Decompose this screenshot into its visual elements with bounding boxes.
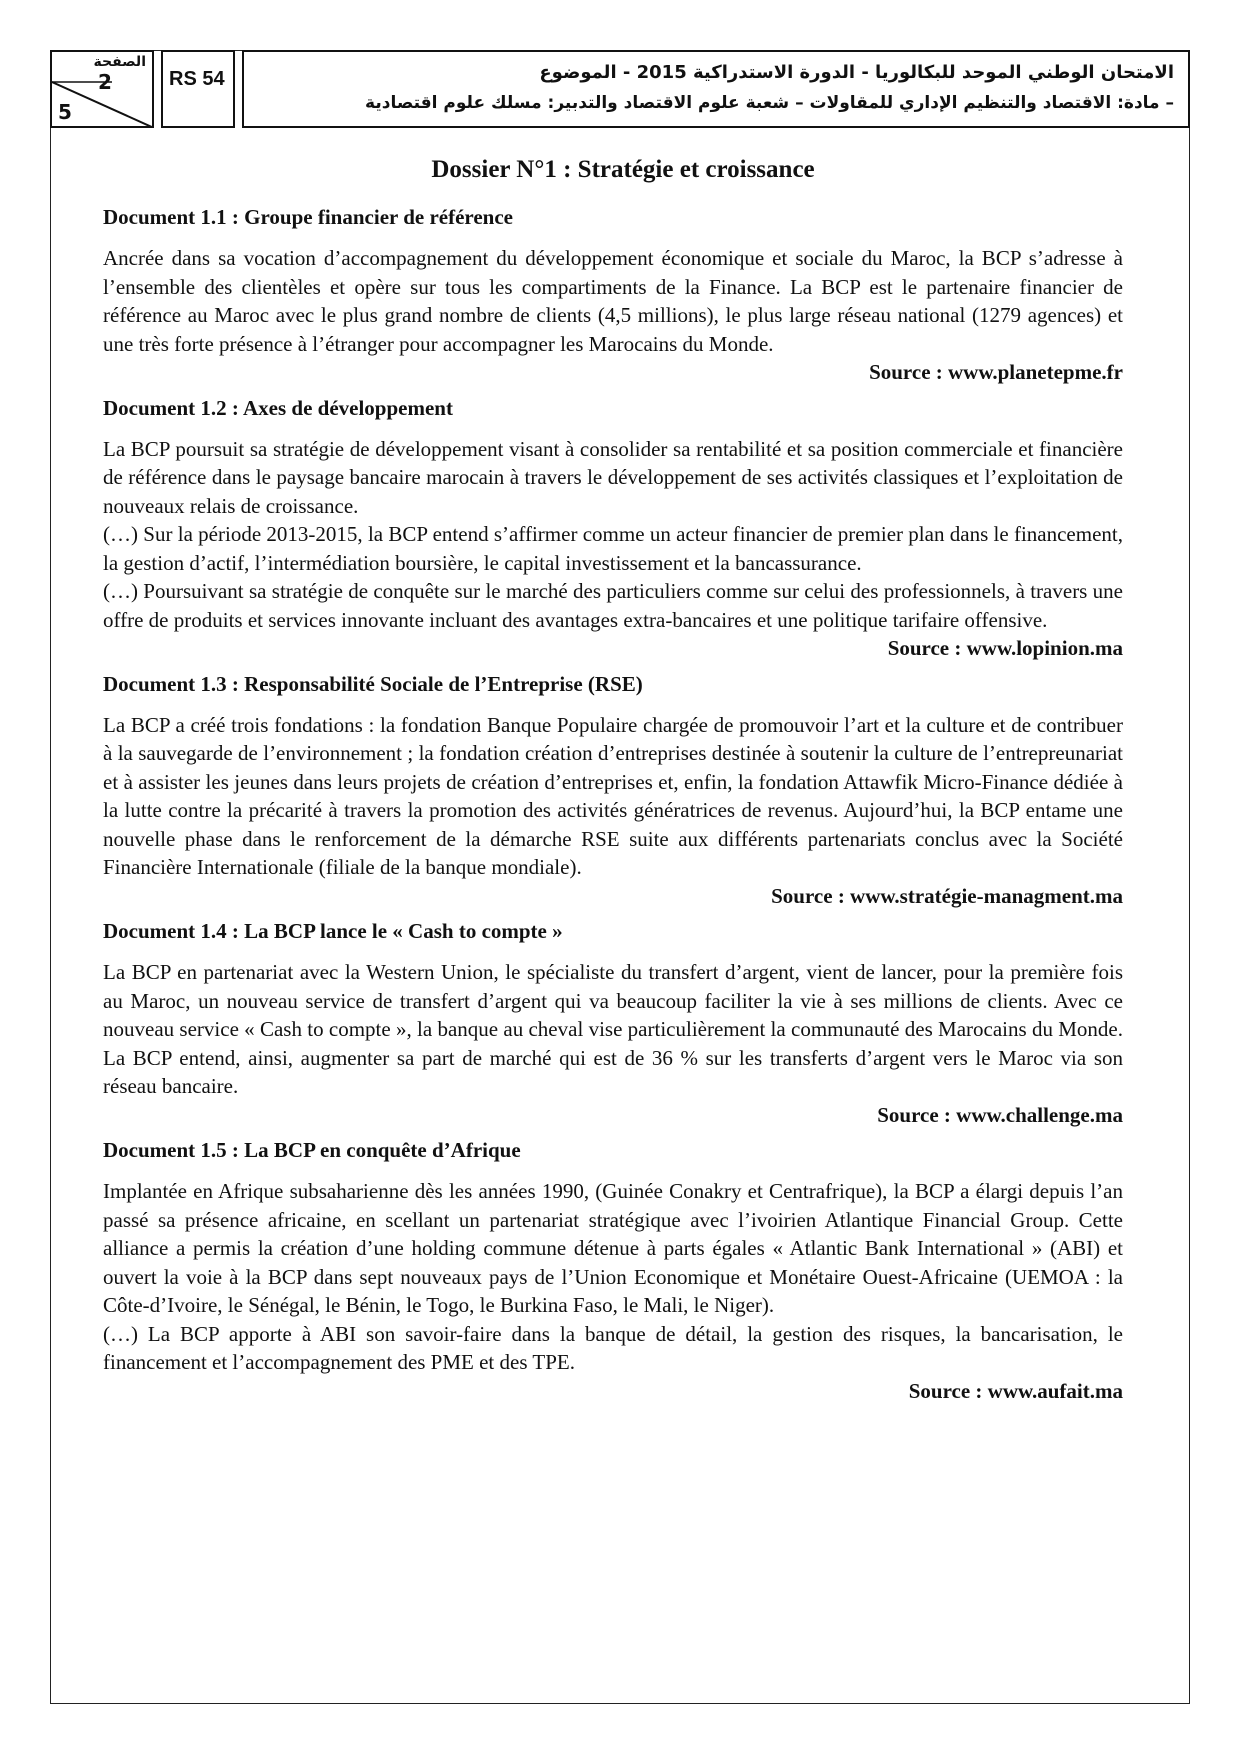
document-1-2: [103, 395, 1123, 663]
page-label: الصفحة: [93, 54, 146, 70]
document-title: Document 1.2 : Axes de développement: [103, 395, 453, 420]
paragraph: Ancrée dans sa vocation d’accompagnement du développement économique et sociale du Maroc, la BCP s’adresse à l’ensemble des clientèles et opère sur tous les compartiments de la Finance. La BCP est le partenaire financier de référence au Maroc avec le plus grand nombre de clients (4,5 millions), le plus large réseau national (1279 agences) et une très forte présence à l’étranger pour accompagner les Marocains du Monde.: [103, 246, 1123, 356]
exam-title-line-1: الامتحان الوطني الموحد للبكالوريا - الدورة الاستدراكية 2015 - الموضوع: [539, 62, 1174, 83]
document-title: Document 1.4 : La BCP lance le « Cash to compte »: [103, 919, 563, 943]
exam-code: RS 54: [161, 50, 235, 128]
paragraph: (…) Sur la période 2013-2015, la BCP entend s’affirmer comme un acteur financier de premier plan dans le financement, la gestion d’actif, l’intermédiation boursière, le capital investissement et la bancassurance.: [103, 522, 1123, 575]
document-source: Source : www.aufait.ma: [908, 1378, 1123, 1403]
document-source: Source : www.stratégie-managment.ma: [771, 883, 1123, 908]
document-title: Document 1.5 : La BCP en conquête d’Afrique: [103, 1138, 521, 1162]
document-1-4: [103, 918, 1123, 1129]
exam-title-box: [242, 50, 1190, 128]
paragraph: La BCP poursuit sa stratégie de développement visant à consolider sa rentabilité et sa position commerciale et financière de référence dans le paysage bancaire marocain à travers le développement de ses activités classiques et l’exploitation de nouveaux relais de croissance.: [103, 436, 1123, 518]
paragraph: La BCP en partenariat avec la Western Union, le spécialiste du transfert d’argent, vient de lancer, pour la première fois au Maroc, un nouveau service de transfert d’argent qui va beaucoup faciliter la vie à ses millions de clients. Avec ce nouveau service « Cash to compte », la banque au cheval vise particulièrement la communauté des Marocains du Monde. La BCP entend, ainsi, augmenter sa part de marché qui est de 36 % sur les transferts d’argent vers le Maroc via son réseau bancaire.: [103, 960, 1123, 1098]
document-title: Document 1.3 : Responsabilité Sociale de l’Entreprise (RSE): [103, 671, 643, 696]
page-number: 2: [98, 70, 112, 94]
document-1-5: [103, 1137, 1123, 1405]
dossier-title: Dossier N°1 : Stratégie et croissance: [431, 156, 815, 183]
exam-title-line-2: – مادة: الاقتصاد والتنظيم الإداري للمقاولات – شعبة علوم الاقتصاد والتدبير: مسلك علوم اقتصادية: [365, 93, 1174, 113]
document-title: Document 1.1 : Groupe financier de référence: [103, 205, 513, 229]
paragraph: (…) Poursuivant sa stratégie de conquête sur le marché des particuliers comme sur celui des professionnels, à travers une offre de produits et services innovante incluant des avantages extra-bancaires et une politique tarifaire offensive.: [103, 579, 1123, 632]
paragraph: (…) La BCP apporte à ABI son savoir-faire dans la banque de détail, la gestion des risques, la bancarisation, le financement et l’accompagnement des PME et des TPE.: [103, 1321, 1123, 1374]
document-source: Source : www.challenge.ma: [877, 1102, 1123, 1127]
document-1-3: [103, 671, 1123, 911]
document-1-1: [103, 204, 1123, 387]
content: [103, 150, 1123, 1413]
document-source: Source : www.lopinion.ma: [887, 636, 1123, 660]
document-source: Source : www.planetepme.fr: [869, 360, 1123, 384]
paragraph: La BCP a créé trois fondations : la fondation Banque Populaire chargée de promouvoir l’art et la culture et de contribuer à la sauvegarde de l’environnement ; la fondation création d’entreprises destinée à soutenir la culture de l’entrepreunariat et à assister les jeunes dans leurs projets de création d’entreprises et, enfin, la fondation Attawfik Micro-Finance dédiée à la lutte contre la précarité à travers la promotion des activités génératrices de revenus. Aujourd’hui, la BCP entame une nouvelle phase dans le renforcement de la démarche RSE suite aux différents partenariats conclus avec la Société Financière Internationale (filiale de la banque mondiale).: [103, 712, 1123, 879]
page-number-box: [50, 50, 154, 128]
paragraph: Implantée en Afrique subsaharienne dès les années 1990, (Guinée Conakry et Centrafrique), la BCP a élargi depuis l’an passé sa présence africaine, en scellant un partenariat stratégique avec l’ivoirien Atlantique Financial Group. Cette alliance a permis la création d’une holding commune détenue à parts égales « Atlantic Bank International » (ABI) et ouvert la voie à la BCP dans sept nouveaux pays de l’Union Economique et Monétaire Ouest-Africaine (UEMOA : la Côte-d’Ivoire, le Sénégal, le Bénin, le Togo, le Burkina Faso, le Mali, le Niger).: [103, 1179, 1123, 1317]
total-pages: 5: [58, 100, 72, 124]
